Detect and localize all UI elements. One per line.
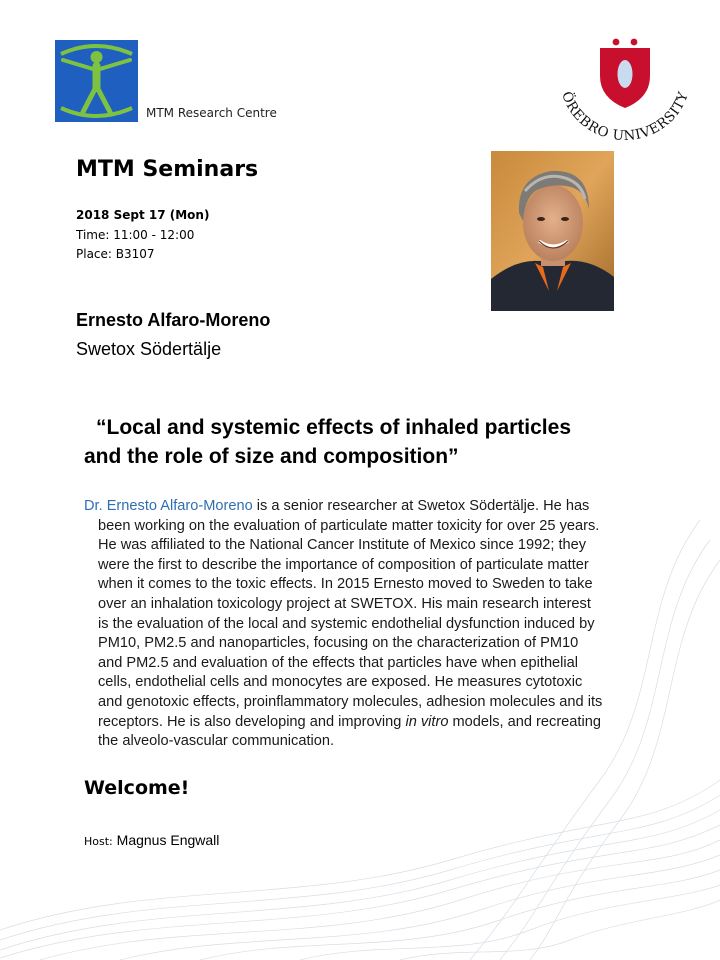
bio-line: Dr. Ernesto Alfaro-Moreno is a senior researcher at Swetox Södertälje. He has bbox=[84, 498, 590, 514]
host-name: Magnus Engwall bbox=[112, 832, 220, 848]
speaker-affiliation: Swetox Södertälje bbox=[76, 339, 222, 359]
bio-line: PM10, PM2.5 and nanoparticles, focusing on the characterization of PM10 bbox=[98, 635, 579, 652]
host-label: Host: bbox=[84, 835, 113, 848]
bio-line: and PM2.5 and evaluation of the effects that particles have when epithelial bbox=[98, 654, 579, 671]
bio-speaker-name: Dr. Ernesto Alfaro-Moreno bbox=[84, 498, 253, 514]
speaker-name: Ernesto Alfaro-Moreno bbox=[76, 310, 271, 330]
bio-line: and genotoxic effects, proinflammatory molecules, adhesion molecules and its bbox=[98, 693, 603, 710]
bio-line: cells, endothelial cells and monocytes are exposed. He measures cytotoxic bbox=[98, 674, 583, 691]
org-name: MTM Research Centre bbox=[146, 106, 277, 120]
university-name: ÖREBRO UNIVERSITY bbox=[558, 89, 692, 140]
talk-title-line-1: “Local and systemic effects of inhaled particles bbox=[96, 416, 571, 439]
seminar-date: 2018 Sept 17 (Mon) bbox=[76, 208, 210, 222]
speaker-bio bbox=[84, 497, 664, 752]
bio-line: He was affiliated to the National Cancer Institute of Mexico since 1992; they bbox=[98, 537, 587, 554]
bio-line: were the first to describe the importance of composition of particulate matter bbox=[98, 556, 589, 573]
bio-line: been working on the evaluation of particulate matter toxicity for over 25 years. bbox=[98, 517, 600, 534]
bio-line: the alveolo-vascular communication. bbox=[98, 733, 335, 750]
talk-title bbox=[84, 413, 664, 471]
bio-line: is the evaluation of the local and systemic endothelial dysfunction induced by bbox=[98, 615, 595, 632]
bio-line: when it comes to the toxic effects. In 2015 Ernesto moved to Sweden to take bbox=[98, 576, 593, 593]
seminar-time: Time: 11:00 - 12:00 bbox=[76, 228, 195, 242]
seminar-place: Place: B3107 bbox=[76, 247, 155, 261]
bio-line: receptors. He is also developing and improving in vitro models, and recreating bbox=[98, 713, 601, 730]
host-line bbox=[84, 832, 219, 848]
orebro-university-seal bbox=[550, 36, 700, 140]
speaker-portrait bbox=[491, 151, 614, 311]
bio-line: over an inhalation toxicology project at SWETOX. His main research interest bbox=[98, 595, 591, 612]
mtm-logo bbox=[55, 40, 138, 122]
seminar-title: MTM Seminars bbox=[76, 157, 259, 182]
talk-title-line-2: and the role of size and composition” bbox=[84, 445, 459, 468]
welcome-text: Welcome! bbox=[84, 777, 190, 799]
